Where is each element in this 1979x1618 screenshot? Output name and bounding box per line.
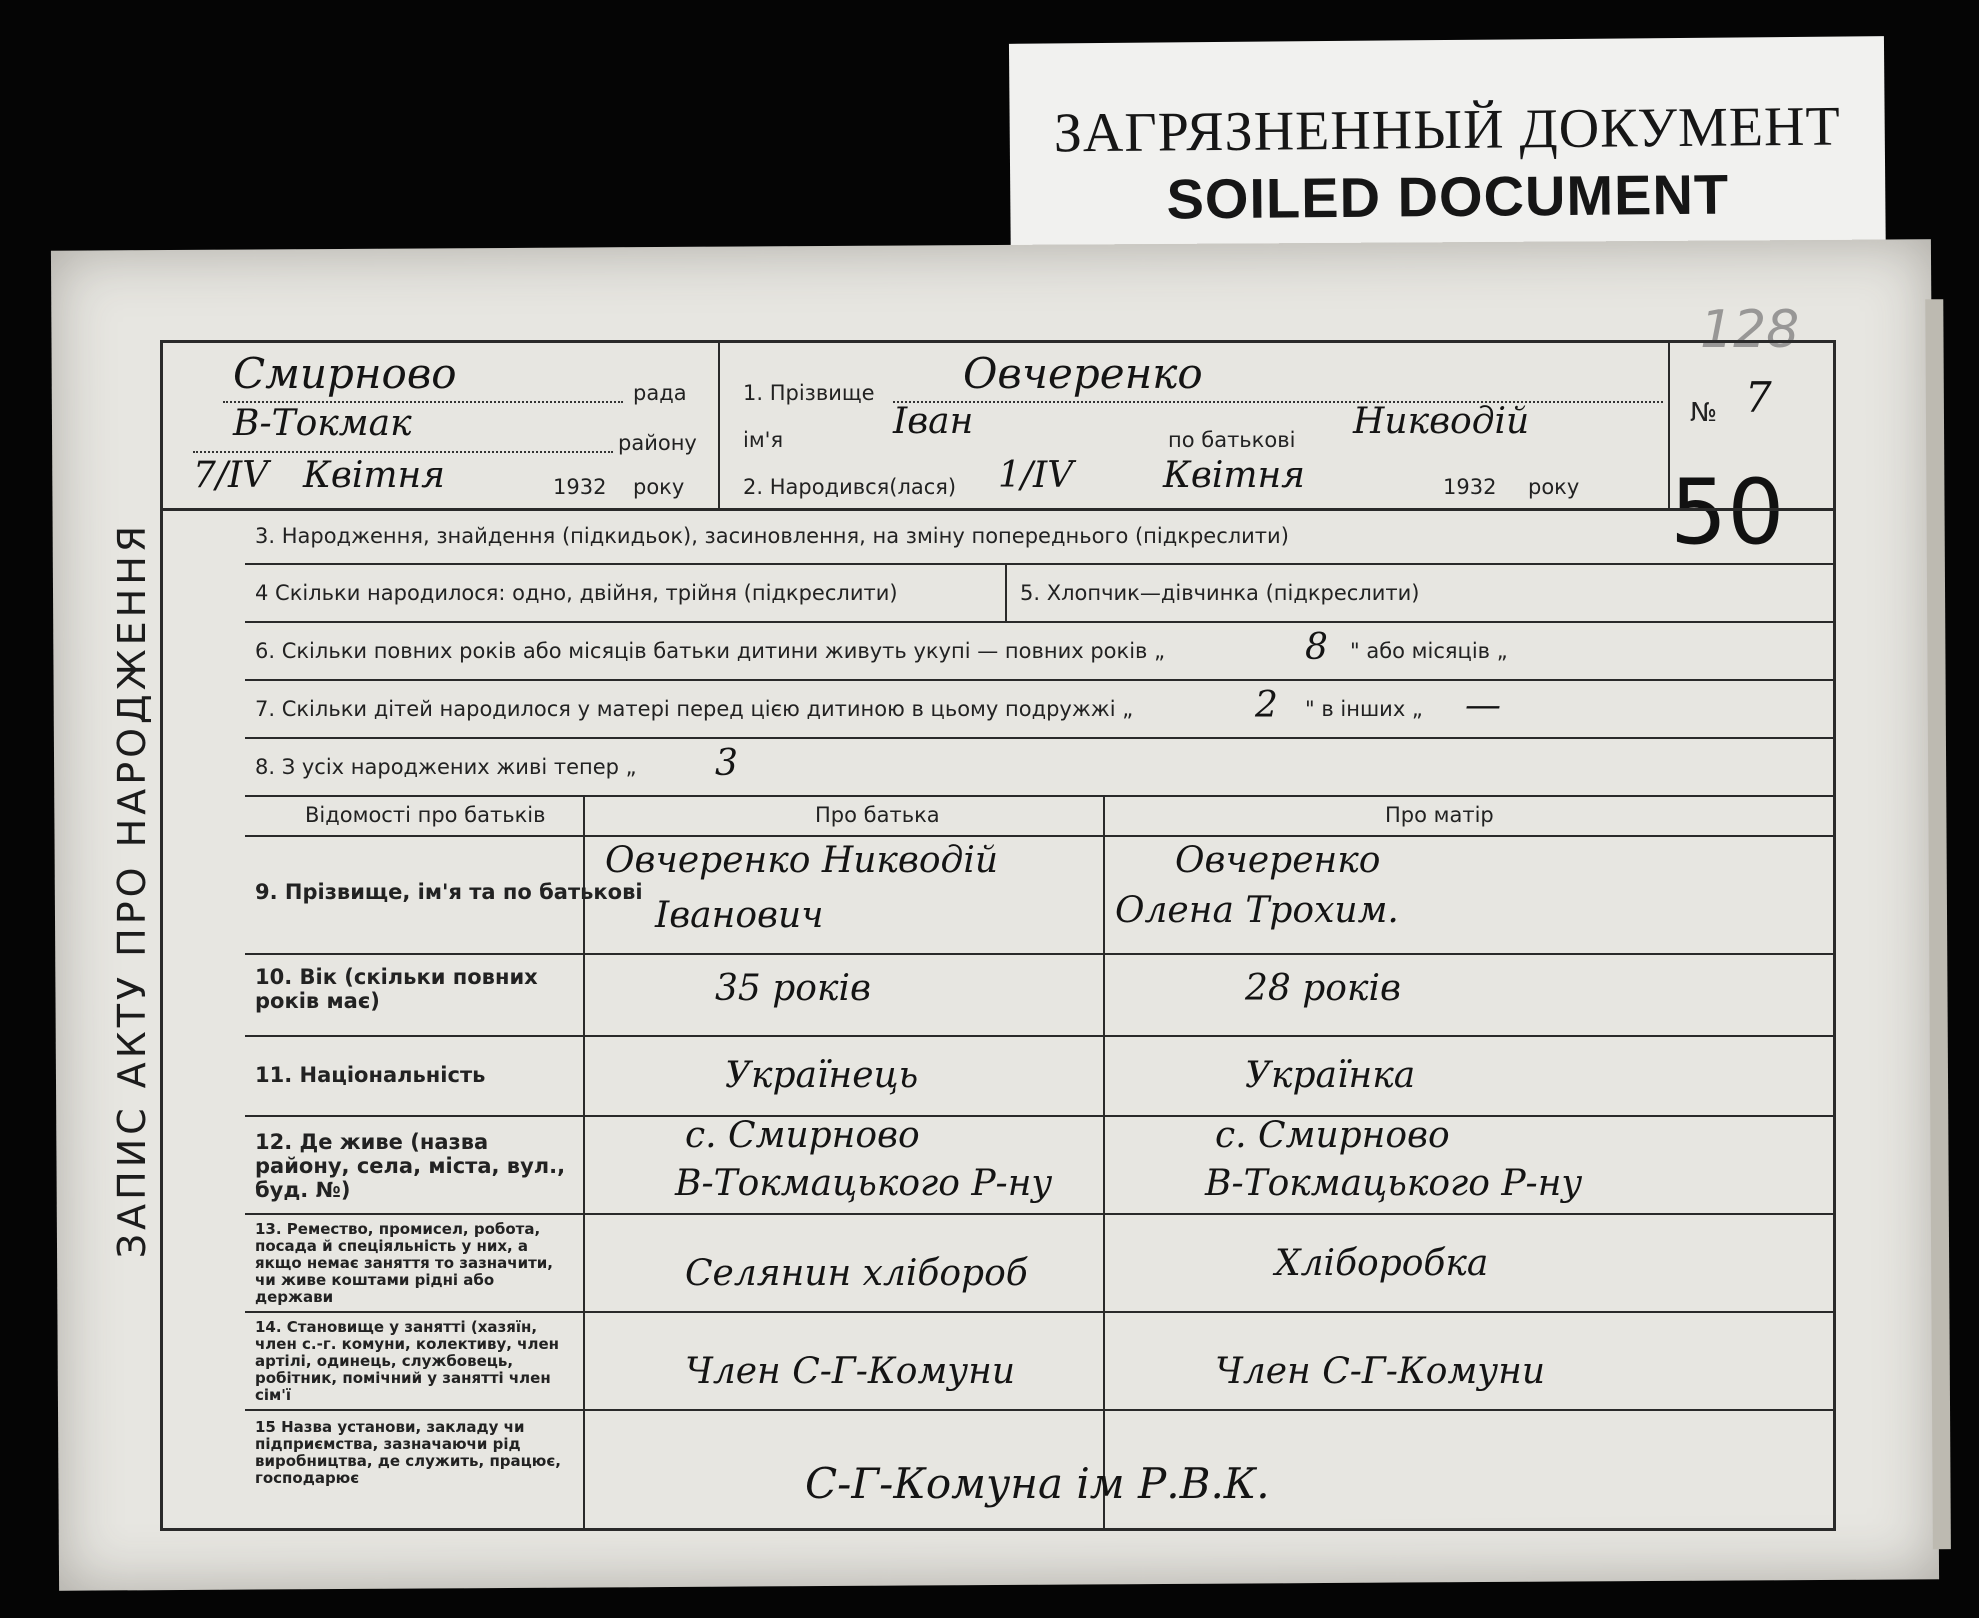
rada-value: Смирновo [233,349,457,398]
r14-mother: Член С-Г-Комуни [1215,1351,1546,1392]
q8-text: 8. З усіх народжених живі тепер „ [255,755,637,779]
header-number-block [1668,343,1835,508]
table-row [245,953,1833,1037]
page-number: 128 [1700,300,1800,360]
row-q3 [245,508,1833,565]
row-q7 [245,679,1833,739]
patronymic: Никводій [1353,401,1530,442]
surname: Овчеренко [963,349,1203,398]
r12-father-2: В-Токмацького Р-ну [675,1163,1053,1204]
col-mother-header: Про матір [1385,803,1494,827]
birth-record-form [160,340,1836,1531]
q6-text: 6. Скільки повних років або місяців батьки дитини живуть укупі — повних років „ [255,639,1165,663]
q6-value: 8 [1305,627,1328,668]
r15-value: С-Г-Комуна ім Р.В.К. [805,1459,1270,1508]
r9-mother-2: Олена Трохим. [1115,890,1399,931]
label-english: SOILED DOCUMENT [1166,162,1730,231]
raion-value: В-Токмак [233,403,412,444]
side-stamp: ЗАПИС АКТУ ПРО НАРОДЖЕННЯ [110,521,154,1259]
year-label: 1932 [553,475,607,499]
r9-father-2: Іванович [655,895,824,936]
table-row [245,1311,1833,1411]
birth-day: 1/IV [998,455,1074,496]
q2-label: 2. Народився(лася) [743,475,957,499]
r10-father: 35 років [715,968,871,1009]
table-row [245,1035,1833,1117]
r12-mother-2: В-Токмацького Р-ну [1205,1163,1583,1204]
label-russian: ЗАГРЯЗНЕННЫЙ ДОКУМЕНТ [1053,95,1841,165]
q5-text: 5. Хлопчик—дівчинка (підкреслити) [1020,581,1420,605]
r10-mother: 28 років [1245,968,1401,1009]
first-name: Іван [893,401,974,442]
name-label: ім'я [743,428,784,452]
birth-year: 1932 [1443,475,1497,499]
row-q8 [245,737,1833,797]
q6-tail: " або місяців „ [1350,639,1508,663]
table-row [245,835,1833,955]
card-edge [1925,299,1951,1549]
q3-text: 3. Народження, знайдення (підкидьок), засиновлення, на зміну попереднього (підкреслити) [255,524,1289,548]
q7-text: 7. Скільки дітей народилося у матері перед цією дитиною в цьому подружжі „ [255,697,1134,721]
patronymic-label: по батькові [1168,428,1296,452]
col-info-header: Відомості про батьків [305,803,546,827]
number-value: 7 [1745,373,1772,422]
row-q4-q5 [245,563,1833,623]
year-roku: року [633,475,685,499]
header-left-block [163,343,720,508]
birth-month: Квітня [1163,455,1306,496]
r12-mother-1: с. Смирново [1215,1115,1450,1156]
r13-father: Селянин хлібороб [685,1253,1028,1294]
q7-value: 2 [1255,685,1278,726]
birth-roku: року [1528,475,1580,499]
r11-label: 11. Національність [255,1063,486,1087]
form-header [163,343,1833,511]
r11-father: Українець [725,1055,919,1096]
date-day: 7/IV [193,455,269,496]
q7-tail: " в інших „ [1305,697,1423,721]
r9-label: 9. Прізвище, ім'я та по батькові [255,880,643,904]
r14-label: 14. Становище у занятті (хазяїн, член с.-г. комуни, колективу, член артілі, одинець, службовець, робітник, помічний у занятті член сім'ї [255,1318,559,1404]
date-month: Квітня [303,455,446,496]
q7-other: — [1465,685,1501,726]
q1-label: 1. Прізвище [743,381,875,405]
r11-mother: Українка [1245,1055,1416,1096]
table-row [245,1409,1833,1525]
table-header-row [245,795,1833,837]
row-q6 [245,621,1833,681]
raion-label: району [618,431,697,455]
table-row [245,1115,1833,1215]
r14-father: Член С-Г-Комуни [685,1351,1016,1392]
col-father-header: Про батька [815,803,940,827]
r13-label: 13. Ремество, промисел, робота, посада й спеціяльність у них, а якщо немає заняття то зазначити, чи живе коштами рідні або держави [255,1220,554,1306]
r15-label: 15 Назва установи, закладу чи підприємства, зазначаючи рід виробництва, де служить, працює, господарює [255,1418,561,1487]
r9-mother-1: Овчеренко [1175,840,1381,881]
r13-mother: Хліборобка [1275,1243,1489,1284]
r9-father-1: Овчеренко Никводій [605,840,999,881]
r12-father-1: с. Смирново [685,1115,920,1156]
table-row [245,1213,1833,1313]
q4-text: 4 Скільки народилося: одно, двійня, трійня (підкреслити) [255,581,898,605]
number-label: № [1690,398,1718,428]
r10-label: 10. Вік (скільки повних років має) [255,965,538,1013]
q8-value: 3 [715,743,738,784]
r12-label: 12. Де живе (назва району, села, міста, вул., буд. №) [255,1130,566,1202]
register-number: 50 [1670,460,1785,565]
rada-label: рада [633,381,687,405]
